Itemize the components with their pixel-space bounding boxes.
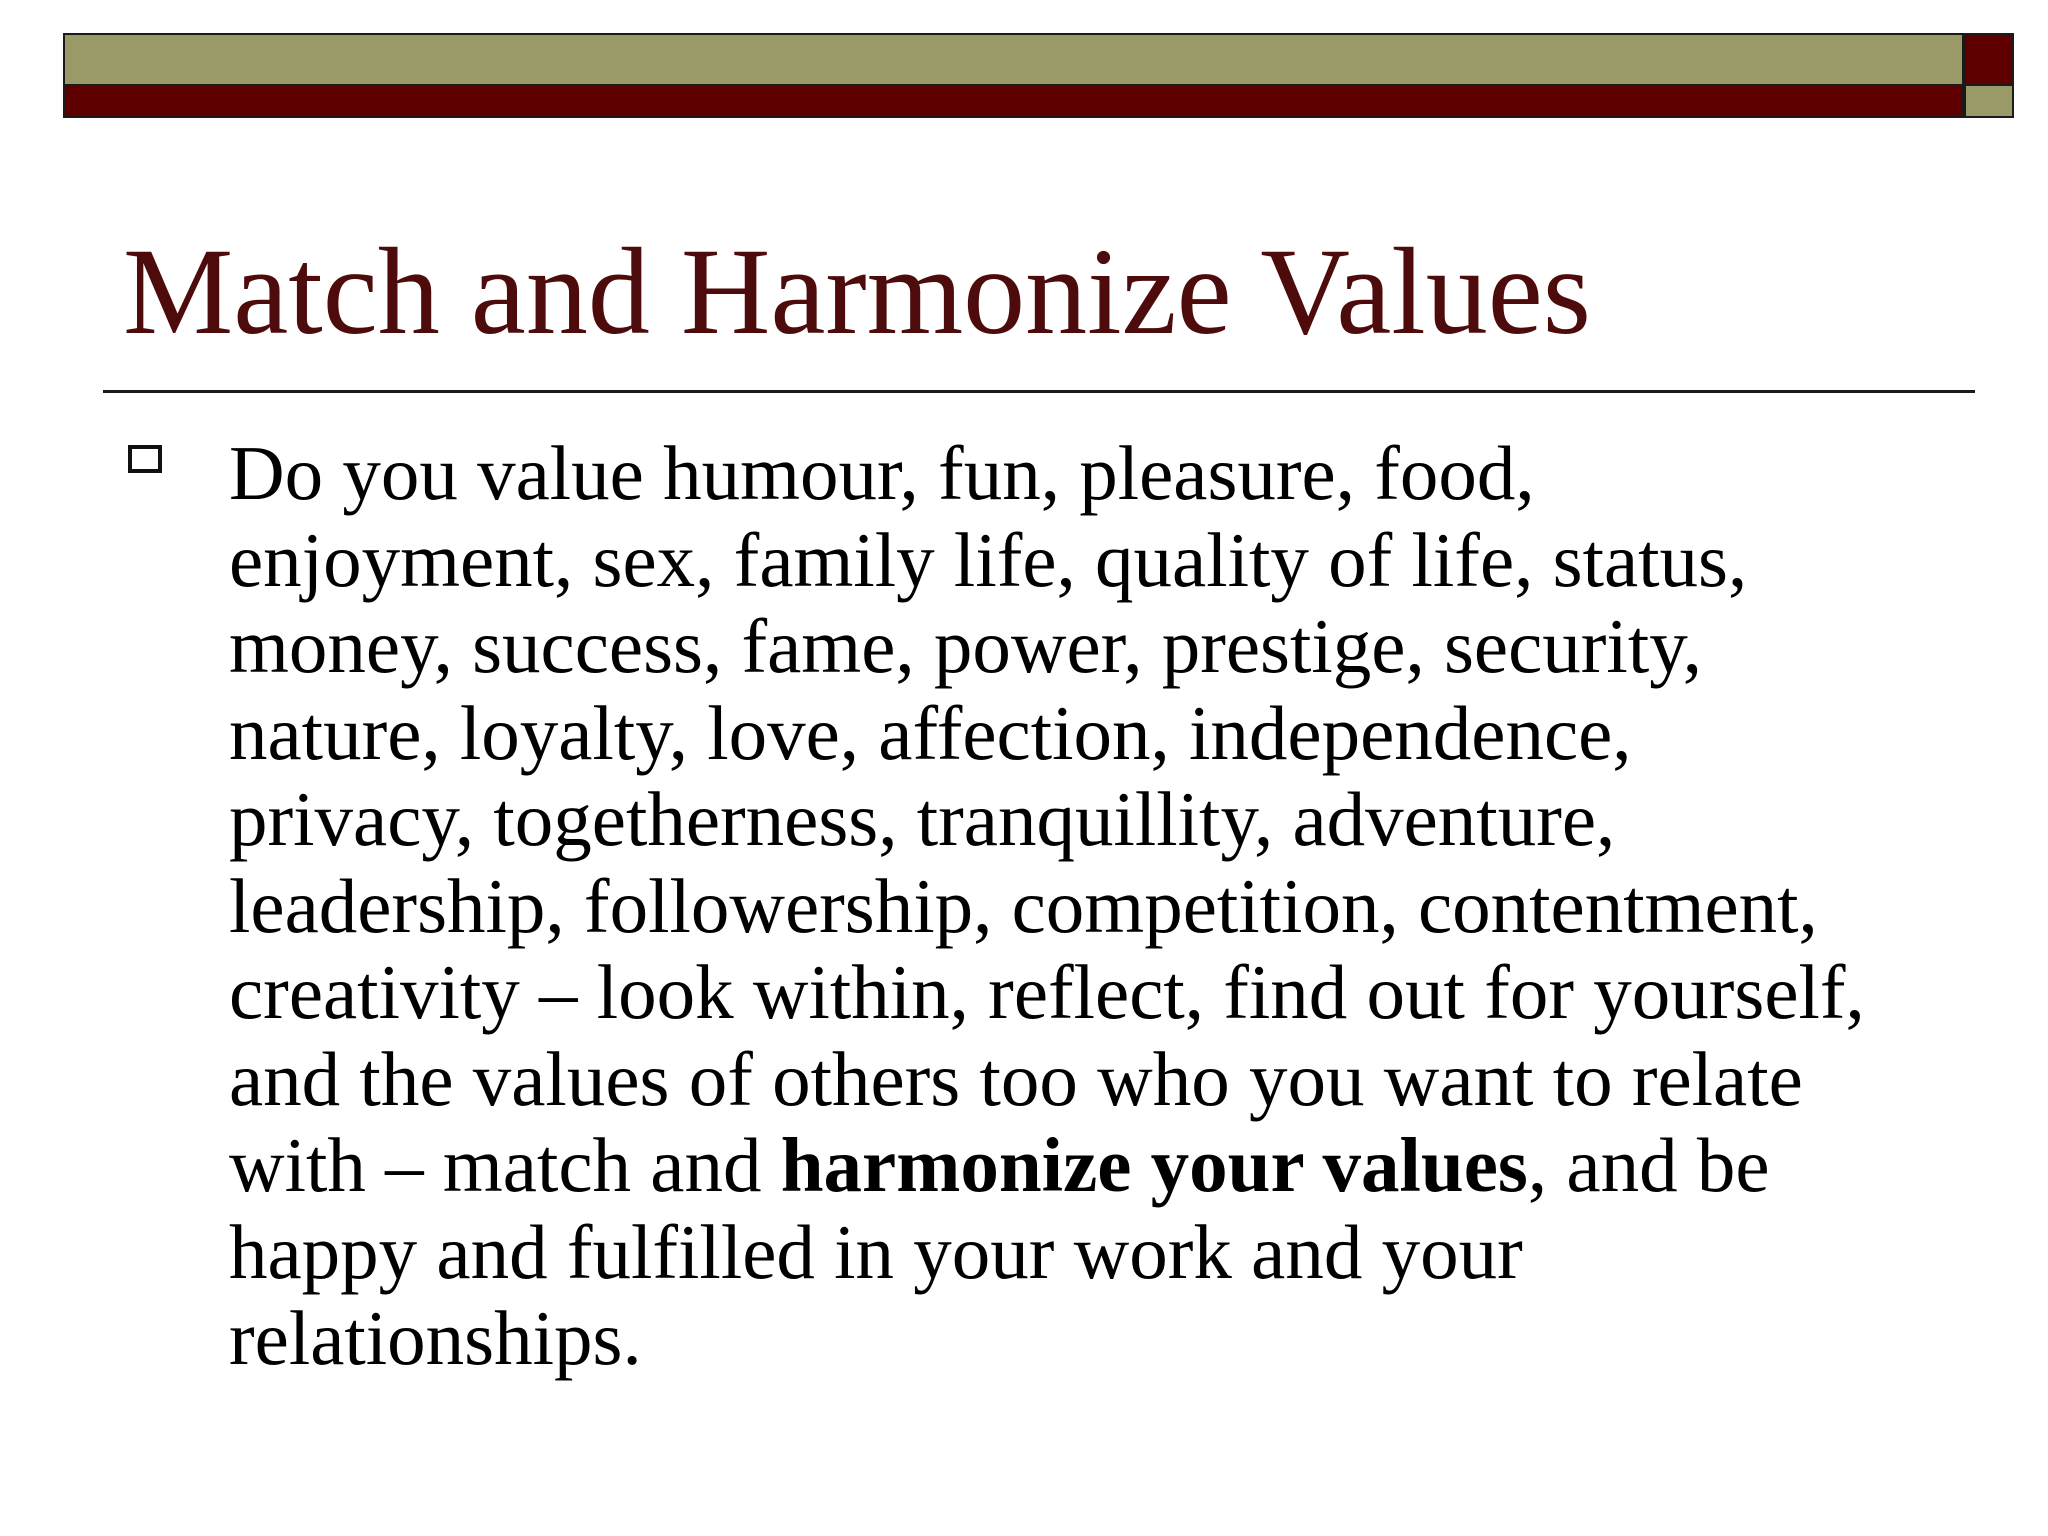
slide-title: Match and Harmonize Values (123, 223, 1592, 360)
body-line: happy and fulfilled in your work and your (229, 1208, 1523, 1295)
body-line: relationships. (229, 1295, 642, 1381)
bullet-text (229, 430, 1984, 1382)
header-corner-olive (1964, 84, 2014, 118)
body-line: privacy, togetherness, tranquillity, adventure, (229, 776, 1616, 862)
header-band-maroon (63, 84, 1964, 118)
body-line: and the values of others too who you want to relate (229, 1035, 1803, 1122)
body-line: leadership, followership, competition, contentment, (229, 862, 1818, 949)
body-text-segment: with – match and (229, 1122, 781, 1208)
body-line (229, 1122, 1984, 1209)
body-line: money, success, fame, power, prestige, security, (229, 603, 1702, 689)
body-text-segment: , and be (1527, 1122, 1770, 1208)
body-line: nature, loyalty, love, affection, independence, (229, 689, 1632, 776)
square-bullet-icon (128, 445, 162, 473)
title-divider (103, 390, 1975, 393)
body-line: enjoyment, sex, family life, quality of life, status, (229, 516, 1748, 603)
emphasis-text: harmonize your values (780, 1122, 1528, 1208)
body-line: Do you value humour, fun, pleasure, food, (229, 430, 1535, 516)
header-corner-maroon (1964, 33, 2014, 86)
body-line: creativity – look within, reflect, find out for yourself, (229, 949, 1865, 1035)
header-band-olive (63, 33, 1964, 86)
